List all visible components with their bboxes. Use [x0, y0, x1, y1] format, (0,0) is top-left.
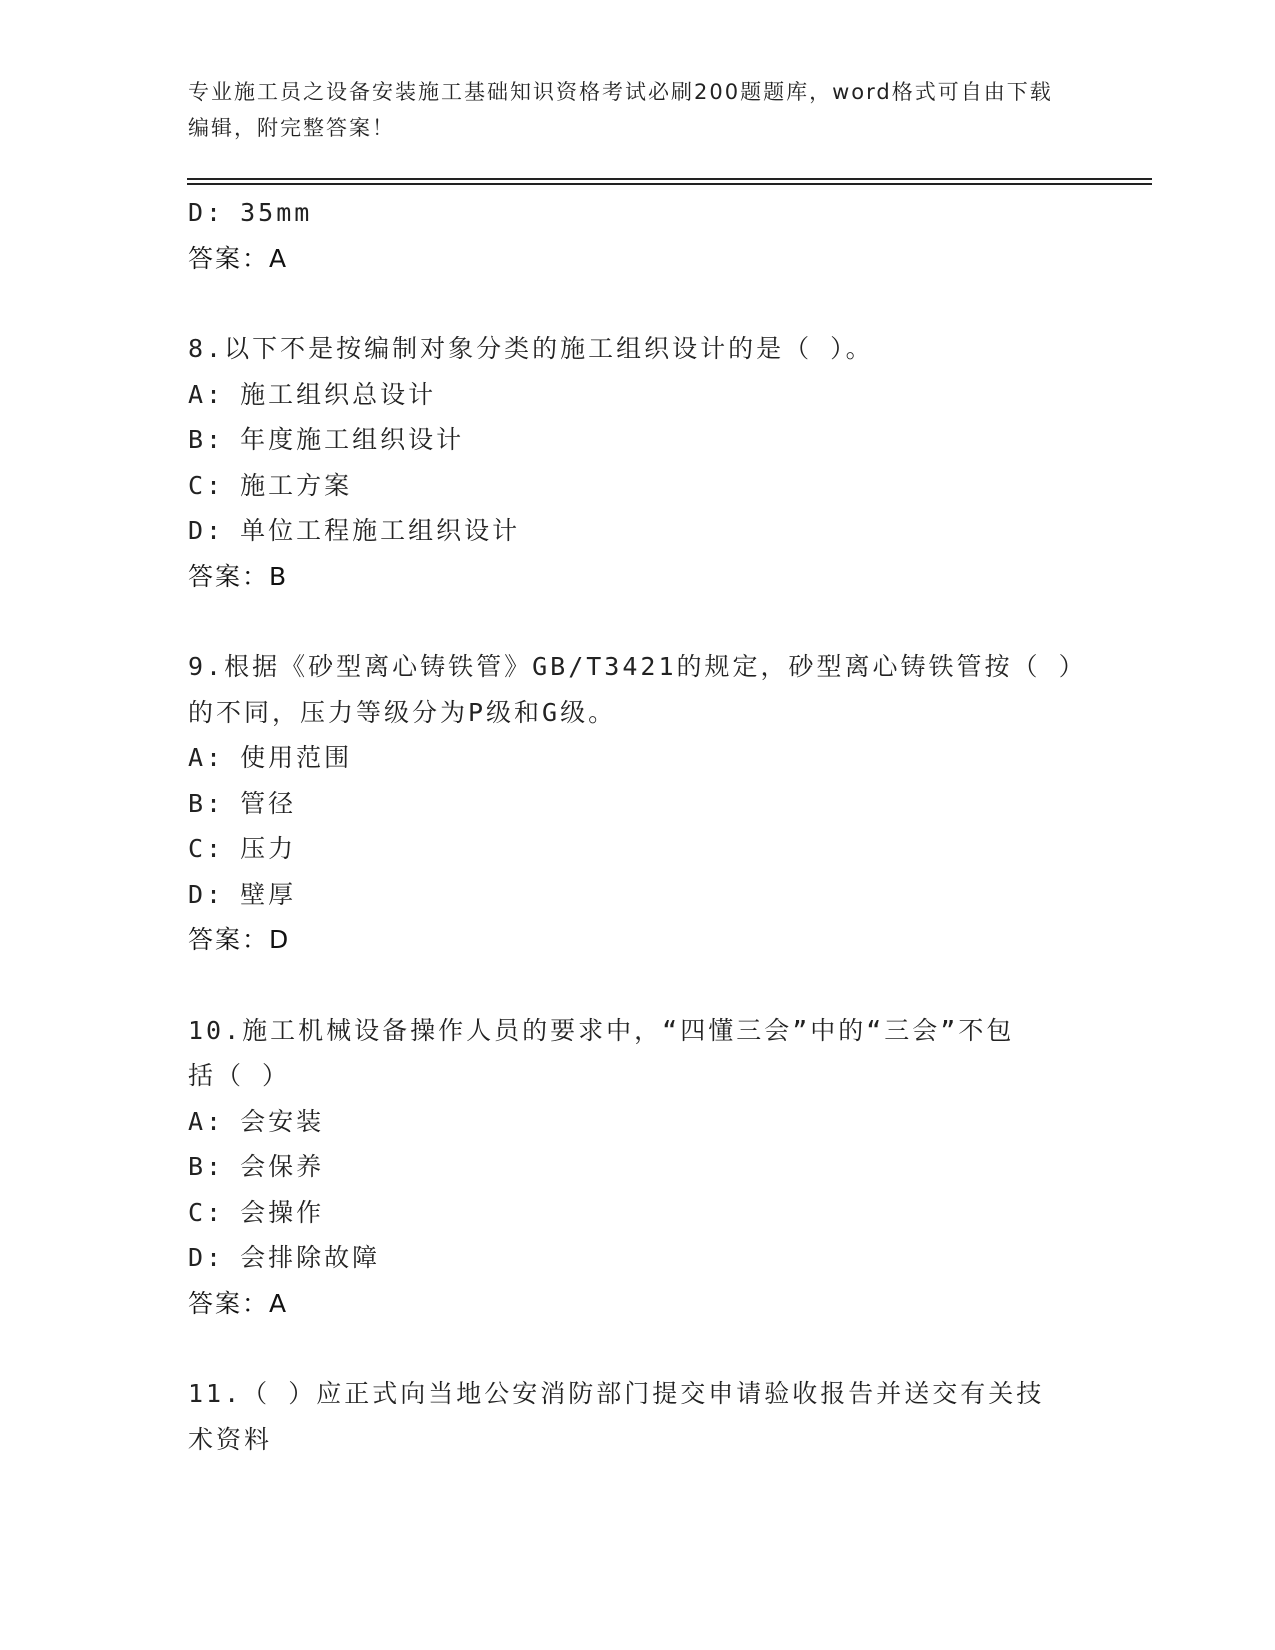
option-text: 施工组织总设计 [240, 379, 437, 409]
question-block [188, 326, 1108, 599]
question-text: 9.根据《砂型离心铸铁管》GB/T3421的规定，砂型离心铸铁管按（ ） [188, 652, 1087, 681]
question-block [188, 644, 1108, 963]
option-text: 施工方案 [240, 470, 353, 500]
option-item [188, 508, 1108, 554]
option-item [188, 735, 1108, 781]
answer-line [188, 1281, 1108, 1327]
option-text: 35mm [240, 198, 313, 227]
header-divider-top [187, 178, 1152, 180]
answer-label: 答案： [188, 925, 270, 954]
question-text: 10.施工机械设备操作人员的要求中，“四懂三会”中的“三会”不包 [188, 1015, 1015, 1045]
answer-value: A [269, 1288, 289, 1318]
option-key: C: [188, 470, 225, 500]
option-key: A: [188, 1106, 225, 1136]
option-item [188, 1235, 1108, 1281]
answer-line [188, 236, 1108, 282]
option-item [188, 1144, 1108, 1190]
option-item [188, 463, 1108, 509]
question-content [188, 190, 1108, 1462]
option-item [188, 372, 1108, 418]
option-key: D: [188, 516, 225, 545]
header-divider-bottom [187, 183, 1152, 185]
answer-label: 答案： [188, 561, 270, 591]
option-text: 会安装 [240, 1106, 325, 1136]
option-key: D: [188, 198, 225, 227]
option-key: B: [188, 788, 225, 818]
option-item [188, 826, 1108, 872]
option-key: B: [188, 1152, 225, 1181]
question-text: 8.以下不是按编制对象分类的施工组织设计的是（ ）。 [188, 334, 874, 363]
option-key: C: [188, 1197, 225, 1227]
answer-value: B [269, 561, 289, 591]
option-key: D: [188, 879, 225, 909]
option-item [188, 1099, 1108, 1145]
option-text: 使用范围 [240, 743, 353, 772]
answer-line [188, 917, 1108, 963]
question-block [188, 1008, 1108, 1327]
option-item [188, 1190, 1108, 1236]
answer-value: D [269, 925, 291, 954]
question-text: 11.（ ）应正式向当地公安消防部门提交申请验收报告并送交有关技 [188, 1379, 1045, 1408]
question-text-continued: 的不同，压力等级分为P级和G级。 [188, 697, 617, 727]
answer-label: 答案： [188, 1288, 270, 1318]
question-text-continued: 括（ ） [188, 1061, 291, 1090]
option-text: 单位工程施工组织设计 [240, 516, 521, 545]
option-text: 会保养 [240, 1152, 325, 1181]
answer-line [188, 554, 1108, 600]
option-item [188, 872, 1108, 918]
option-key: B: [188, 425, 225, 454]
document-header: 专业施工员之设备安装施工基础知识资格考试必刷200题题库，word格式可自由下载编辑，附完整答案！ [188, 80, 1053, 140]
option-text: 会排除故障 [240, 1243, 381, 1272]
option-key: A: [188, 379, 225, 409]
option-item [188, 190, 1108, 236]
question-block [188, 1371, 1108, 1462]
option-text: 年度施工组织设计 [240, 425, 465, 454]
answer-value: A [269, 243, 289, 273]
option-text: 会操作 [240, 1197, 325, 1227]
option-text: 压力 [240, 834, 297, 863]
answer-label: 答案： [188, 243, 270, 273]
option-key: C: [188, 834, 225, 863]
option-key: A: [188, 743, 225, 772]
option-text: 管径 [240, 788, 297, 818]
option-key: D: [188, 1243, 225, 1272]
option-text: 壁厚 [240, 879, 297, 909]
option-item [188, 417, 1108, 463]
question-text-continued: 术资料 [188, 1424, 273, 1454]
option-item [188, 781, 1108, 827]
